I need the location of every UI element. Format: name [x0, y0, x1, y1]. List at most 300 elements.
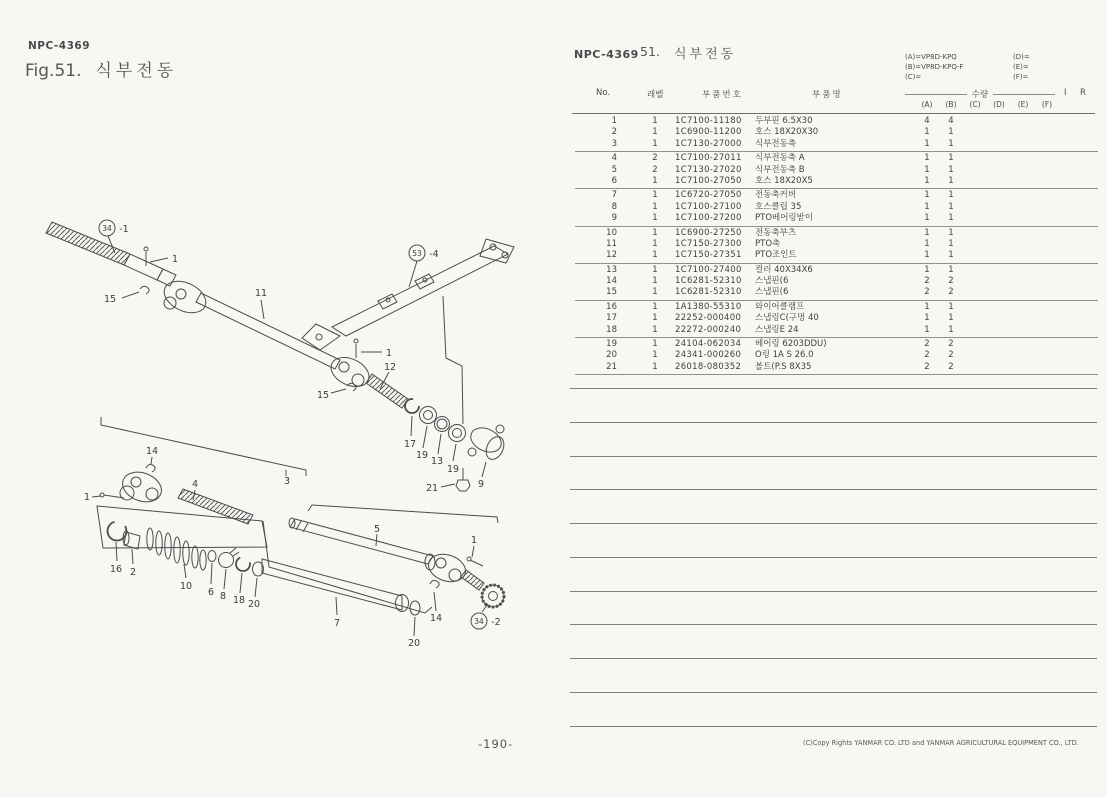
cell-qty: [1035, 153, 1059, 164]
cell-qty: [987, 350, 1011, 361]
table-row: [575, 202, 1098, 213]
cell-qty: [963, 276, 987, 287]
cell-level: 1: [652, 264, 658, 275]
callout-15: 15: [316, 390, 330, 401]
cell-part-number: 1C7100-11180: [675, 116, 742, 126]
cell-qty: [1011, 276, 1035, 287]
cell-r: [1077, 302, 1091, 313]
callout-3: 3: [283, 476, 291, 487]
cell-level: 1: [652, 324, 658, 335]
cell-qty: [1011, 302, 1035, 313]
cell-i: [1059, 127, 1077, 138]
cell-i: [1059, 339, 1077, 350]
column-header-part-name: 부품명: [812, 90, 843, 100]
cell-i: [1059, 350, 1077, 361]
table-row: [575, 313, 1098, 324]
cell-qty: 1: [948, 250, 954, 261]
bracket-hole: [316, 334, 322, 340]
callout-11: 11: [254, 288, 268, 299]
column-header-part-number: 부품번호: [702, 90, 743, 100]
u-joint-2-cap: [339, 362, 349, 372]
cell-qty: 4: [924, 116, 930, 126]
shaft-tip: [157, 269, 176, 286]
cell-r: [1077, 265, 1091, 276]
boot-10: [147, 528, 206, 570]
cell-qty: [963, 127, 987, 138]
leader: [122, 292, 139, 298]
table-row: [575, 302, 1098, 313]
cell-no: 5: [611, 164, 617, 175]
leader: [453, 444, 456, 461]
cell-i: [1059, 202, 1077, 213]
cell-qty: [1011, 127, 1035, 138]
cell-qty: 1: [924, 238, 930, 249]
cell-part-name: 컬러 40X34X6: [755, 264, 813, 275]
bearing-19-inner: [453, 429, 462, 438]
cell-qty: 1: [924, 213, 930, 224]
cell-qty: 2: [924, 287, 930, 298]
variant-legend: [905, 52, 1073, 82]
callout-15: 15: [103, 294, 117, 305]
group-bracket-3: [101, 417, 306, 476]
cell-qty: [1011, 190, 1035, 201]
snap-pin-15: [140, 286, 149, 294]
cell-level: 1: [652, 213, 658, 224]
table-row: [575, 213, 1098, 224]
cell-no: 18: [606, 324, 617, 335]
table-row-group: [575, 338, 1098, 375]
cell-part-name: 식부전동축: [755, 138, 797, 149]
cell-level: 1: [652, 361, 658, 372]
cell-part-name: 전동축부츠: [755, 227, 797, 238]
cell-i: [1059, 250, 1077, 261]
cell-qty: 1: [924, 164, 930, 175]
bolt-21-head: [456, 480, 470, 491]
leader: [240, 573, 242, 593]
cell-qty: [987, 165, 1011, 176]
leader: [150, 258, 168, 262]
cell-level: 2: [652, 153, 658, 164]
callout-5: 5: [373, 524, 381, 535]
cell-part-name: 전동축커버: [755, 190, 797, 201]
cell-qty: [1035, 339, 1059, 350]
cell-qty: [1035, 127, 1059, 138]
variant-b: (B): [945, 100, 957, 109]
cell-part-name: 호스클립 35: [755, 201, 802, 212]
cell-qty: [1035, 202, 1059, 213]
cell-part-number: 24104-062034: [675, 339, 742, 350]
cell-r: [1077, 139, 1091, 150]
cell-level: 1: [652, 238, 658, 249]
snap-ring-16: [108, 522, 127, 541]
cell-qty: [1035, 325, 1059, 336]
column-header-quantity-band: [905, 88, 1055, 100]
cell-qty: [963, 362, 987, 373]
cell-no: 2: [611, 127, 617, 138]
cell-r: [1077, 276, 1091, 287]
cell-r: [1077, 362, 1091, 373]
shaft-neck: [124, 254, 163, 280]
cell-qty: 2: [948, 361, 954, 372]
cell-qty: [963, 139, 987, 150]
mount-bracket-53-4: [332, 246, 508, 336]
cell-qty: 1: [948, 201, 954, 212]
cell-qty: [1011, 313, 1035, 324]
cell-qty: [1035, 313, 1059, 324]
cell-qty: [1011, 202, 1035, 213]
table-row-group: [575, 264, 1098, 301]
drive-shaft-11: [196, 293, 340, 369]
cell-qty: 1: [948, 153, 954, 164]
leader: [211, 563, 212, 584]
cell-qty: 1: [948, 313, 954, 324]
table-row: [575, 265, 1098, 276]
u-joint-4-cap: [449, 569, 461, 581]
legend-row: [905, 52, 1073, 62]
table-row: [575, 239, 1098, 250]
callout-9: 9: [477, 479, 485, 490]
cell-qty: 1: [924, 201, 930, 212]
table-row: [575, 176, 1098, 187]
cell-part-number: 1C7150-27300: [675, 238, 742, 249]
cell-qty: [963, 165, 987, 176]
cell-no: 1: [611, 116, 617, 126]
callout-12: 12: [383, 362, 397, 373]
cell-level: 1: [652, 313, 658, 324]
cell-qty: [963, 287, 987, 298]
cell-qty: [987, 265, 1011, 276]
callout-8: 8: [219, 591, 227, 602]
leader: [443, 296, 463, 424]
divider: [993, 94, 1055, 95]
callout-14: 14: [145, 446, 159, 457]
callout-1: 1: [385, 348, 393, 359]
table-row-group: [575, 301, 1098, 338]
table-row: [575, 153, 1098, 164]
cell-qty: 1: [948, 213, 954, 224]
leader: [224, 569, 226, 589]
cell-part-name: 와이어클램프: [755, 301, 805, 312]
cell-no: 4: [611, 153, 617, 164]
cell-qty: 1: [948, 324, 954, 335]
cell-r: [1077, 313, 1091, 324]
washer-6: [208, 551, 216, 562]
cell-level: 1: [652, 287, 658, 298]
cell-part-number: 1C7100-27050: [675, 175, 742, 186]
cell-part-name: 스냅핀(6: [755, 287, 789, 298]
empty-rule-line: [570, 388, 1097, 389]
u-joint-2: [326, 352, 373, 392]
cell-part-number: 1C7130-27020: [675, 164, 742, 175]
gear-34-2: [482, 585, 504, 607]
cell-qty: 1: [924, 324, 930, 335]
column-header-level: 레벨: [647, 90, 664, 100]
figure-title: [25, 56, 177, 81]
u-joint-3-cap: [146, 488, 158, 500]
u-joint-3: [118, 467, 165, 507]
callout-7: 7: [333, 618, 341, 629]
callout-suffix: -1: [119, 224, 129, 235]
cell-qty: 1: [948, 138, 954, 149]
cell-qty: [1035, 362, 1059, 373]
legend-b: (B)=VP8D-KPQ-F: [905, 63, 964, 71]
cell-qty: [1011, 250, 1035, 261]
bearing-holder-9-flange: [483, 434, 508, 463]
snap-ring-17: [405, 399, 419, 413]
cell-qty: [963, 302, 987, 313]
doc-code-right: NPC-4369: [574, 48, 639, 61]
cell-part-number: 22252-000400: [675, 313, 742, 324]
cover-tube-7: [262, 559, 402, 610]
cell-qty: [987, 362, 1011, 373]
callout-17: 17: [403, 439, 417, 450]
table-row: [575, 362, 1098, 373]
cell-qty: [1035, 165, 1059, 176]
table-row: [575, 350, 1098, 361]
callout-4: 4: [191, 479, 199, 490]
callout-1: 1: [83, 492, 91, 503]
cell-level: 1: [652, 276, 658, 287]
cell-i: [1059, 213, 1077, 224]
cell-qty: [1011, 165, 1035, 176]
leader: [376, 534, 377, 546]
cell-qty: [963, 313, 987, 324]
empty-rule-line: [570, 692, 1097, 693]
callout-34-circled: 34: [474, 617, 484, 626]
cell-part-number: 1C6281-52310: [675, 287, 742, 298]
cell-qty: [1011, 228, 1035, 239]
table-row: [575, 127, 1098, 138]
cell-part-number: 1C7100-27100: [675, 201, 742, 212]
cell-qty: [987, 228, 1011, 239]
callout-53-circled: 53: [412, 249, 422, 258]
cell-qty: 1: [924, 127, 930, 138]
legend-c: (C)=: [905, 73, 922, 81]
cell-level: 1: [652, 190, 658, 201]
u-joint-3-cap: [131, 477, 141, 487]
leader: [261, 300, 264, 319]
callout-13: 13: [430, 456, 444, 467]
cell-qty: 2: [948, 276, 954, 287]
leader: [423, 426, 427, 448]
cell-qty: [987, 287, 1011, 298]
cell-qty: [1011, 339, 1035, 350]
cell-qty: [963, 190, 987, 201]
group-outline: [263, 521, 432, 613]
cell-qty: [1035, 116, 1059, 127]
variant-e: (E): [1017, 100, 1029, 109]
cell-i: [1059, 153, 1077, 164]
cell-part-number: 1C7100-27011: [675, 153, 742, 164]
u-joint-4-ring: [425, 554, 435, 570]
empty-rule-line: [570, 489, 1097, 490]
table-row: [575, 139, 1098, 150]
cell-part-name: 식부전동축 B: [755, 164, 805, 175]
callout-16: 16: [109, 564, 123, 575]
cell-part-number: 1C6281-52310: [675, 276, 742, 287]
cell-qty: [1035, 176, 1059, 187]
variant-c: (C): [969, 100, 981, 109]
cell-part-number: 1A1380-55310: [675, 301, 742, 312]
cell-qty: [1035, 350, 1059, 361]
cell-part-name: O링 1A S 26.0: [755, 350, 814, 361]
callout-suffix: -4: [429, 249, 439, 260]
parts-table-body: [575, 115, 1098, 375]
parts-diagram: [0, 170, 560, 690]
section-title: 식부전동: [674, 47, 737, 62]
leader: [414, 617, 415, 636]
snap-pin-15: [347, 383, 356, 391]
cell-qty: [987, 276, 1011, 287]
snap-pin-14: [430, 580, 439, 588]
cell-no: 21: [606, 361, 617, 372]
pin-1: [470, 560, 483, 566]
e-ring-18: [236, 557, 250, 571]
cell-no: 8: [611, 201, 617, 212]
cell-part-number: 1C7130-27000: [675, 138, 742, 149]
cell-qty: [987, 213, 1011, 224]
divider: [905, 94, 967, 95]
cell-level: 1: [652, 201, 658, 212]
cell-level: 1: [652, 127, 658, 138]
cell-qty: 1: [948, 301, 954, 312]
leader: [92, 496, 101, 497]
cell-i: [1059, 165, 1077, 176]
cell-qty: [987, 153, 1011, 164]
cell-r: [1077, 339, 1091, 350]
table-row-group: [575, 115, 1098, 152]
cell-qty: 1: [924, 153, 930, 164]
cell-qty: [1011, 265, 1035, 276]
callout-14: 14: [429, 613, 443, 624]
leader: [184, 564, 186, 578]
cell-qty: 1: [924, 138, 930, 149]
cell-qty: [1011, 213, 1035, 224]
callout-19: 19: [446, 464, 460, 475]
cell-part-number: 26018-080352: [675, 361, 742, 372]
cell-part-name: 식부전동축 A: [755, 153, 805, 164]
cell-qty: [963, 339, 987, 350]
cell-no: 13: [606, 264, 617, 275]
cell-no: 10: [606, 227, 617, 238]
cell-qty: [1035, 239, 1059, 250]
callout-6: 6: [207, 587, 215, 598]
bearing-19: [420, 407, 437, 424]
legend-e: (E)=: [1013, 63, 1029, 71]
leader: [255, 578, 257, 597]
cell-level: 1: [652, 116, 658, 126]
cell-qty: 1: [948, 164, 954, 175]
header-underline: [572, 113, 1095, 114]
cell-part-number: 1C6900-11200: [675, 127, 742, 138]
cell-qty: [1035, 213, 1059, 224]
bearing-holder-9-lug: [468, 448, 476, 456]
cell-qty: 1: [948, 238, 954, 249]
cell-qty: [987, 339, 1011, 350]
legend-row: [905, 62, 1073, 72]
cell-qty: [963, 202, 987, 213]
table-row: [575, 228, 1098, 239]
callout-1: 1: [470, 535, 478, 546]
cell-r: [1077, 153, 1091, 164]
cell-no: 12: [606, 250, 617, 261]
cell-qty: [1035, 139, 1059, 150]
cell-i: [1059, 287, 1077, 298]
cell-qty: 1: [924, 190, 930, 201]
cell-r: [1077, 176, 1091, 187]
cell-no: 19: [606, 339, 617, 350]
cell-r: [1077, 325, 1091, 336]
table-row: [575, 276, 1098, 287]
cell-r: [1077, 250, 1091, 261]
cell-part-number: 22272-000240: [675, 324, 742, 335]
bearing-19-inner: [424, 411, 433, 420]
cell-level: 1: [652, 339, 658, 350]
callout-34-circled: 34: [102, 224, 112, 233]
cell-qty: 1: [924, 250, 930, 261]
cell-qty: 2: [948, 287, 954, 298]
cell-part-name: 호스 18X20X30: [755, 127, 819, 138]
cell-qty: 4: [948, 116, 954, 126]
callout-20: 20: [407, 638, 421, 649]
empty-rule-line: [570, 523, 1097, 524]
leader: [132, 549, 133, 564]
table-row-group: [575, 189, 1098, 226]
cell-r: [1077, 213, 1091, 224]
pin-1-head: [467, 557, 471, 561]
cell-qty: 1: [924, 301, 930, 312]
cell-qty: [1035, 287, 1059, 298]
cell-level: 1: [652, 175, 658, 186]
cell-level: 1: [652, 250, 658, 261]
cell-qty: [963, 265, 987, 276]
cell-part-number: 1C6720-27050: [675, 190, 742, 201]
variant-d: (D): [993, 100, 1005, 109]
cell-part-number: 24341-000260: [675, 350, 742, 361]
cell-no: 20: [606, 350, 617, 361]
gear-shaft: [461, 570, 484, 590]
cell-qty: 1: [924, 313, 930, 324]
cell-qty: [963, 350, 987, 361]
cell-qty: 2: [948, 339, 954, 350]
pin-1-head: [354, 339, 358, 343]
cell-i: [1059, 239, 1077, 250]
cell-qty: [987, 250, 1011, 261]
shaft-5-collar: [296, 521, 301, 530]
pto-shaft-12: [366, 374, 408, 408]
cell-qty: [963, 239, 987, 250]
column-header-i: I: [1064, 88, 1067, 98]
legend-d: (D)=: [1013, 53, 1030, 61]
callout-10: 10: [179, 581, 193, 592]
cell-part-number: 1C7150-27351: [675, 250, 742, 261]
cell-i: [1059, 176, 1077, 187]
variant-f: (F): [1041, 100, 1053, 109]
cell-qty: [963, 228, 987, 239]
cell-qty: [1035, 302, 1059, 313]
cell-part-name: 두부핀 6.5X30: [755, 116, 813, 126]
cell-part-name: 스냅링C(구멍 40: [755, 313, 819, 324]
bearing-holder-9-lug: [496, 425, 504, 433]
cell-qty: [1011, 325, 1035, 336]
hose-clip-8: [219, 553, 234, 568]
cell-no: 6: [611, 175, 617, 186]
cell-qty: [1011, 239, 1035, 250]
cell-i: [1059, 228, 1077, 239]
collar-13-inner: [437, 419, 447, 429]
table-row-group: [575, 152, 1098, 189]
column-header-no: No.: [596, 88, 611, 98]
